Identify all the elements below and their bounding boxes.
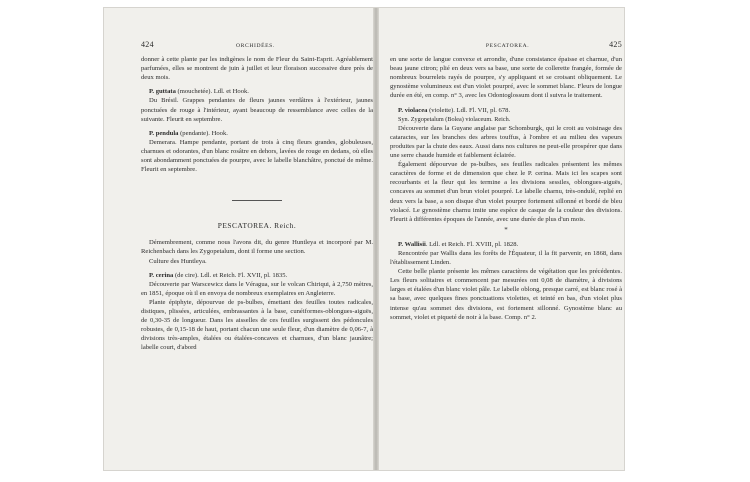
species-entry-wallisii (390, 240, 622, 322)
species-authority: (violette). Ldl. Fl. VII, pl. 678. (427, 106, 511, 114)
species-entry-violacea (390, 106, 622, 224)
species-authority: (pendante). Hook. (178, 129, 228, 137)
running-title-right: PESCATOREA. (485, 43, 530, 49)
running-title-left: ORCHIDÉES. (236, 43, 275, 49)
species-entry-pendula (141, 129, 373, 174)
species-description: Plante épiphyte, dépourvue de ps-bulbes, émettant des feuilles toutes radicales, distiques, plissées, articulées, embrassantes à la base, cunéiformes-oblongues-aiguës, de 0,30-35 de longueur. Dans les aisselles de ces feuilles surgissent des pédoncules robustes, de 0,15-18 de haut, portant chacun une seule fleur, d'un diamètre de 0,06-7, à divisions très-amples, étalées ou étalées-concaves et charnues, d'un blanc jaunâtre; labelle court, d'abord (141, 298, 373, 352)
asterisk-mark: * (504, 225, 508, 234)
left-page (141, 40, 373, 352)
right-page (390, 40, 622, 322)
species-synonym: Syn. Zygopetalum (Bolea) violaceum. Reich. (398, 115, 511, 123)
continued-paragraph-left: donner à cette plante par les indigènes le nom de Fleur du Saint-Esprit. Agréablement parfumées, elles se montrent de juin à juillet et leur floraison successive dure près de deux mois. (141, 56, 373, 82)
page-number-left: 424 (141, 40, 154, 49)
section-divider (232, 200, 282, 201)
species-description: Découverte dans la Guyane anglaise par Schomburgk, qui le croit au voisinage des cataractes, sur les branches des arbres touffus, à l'ombre et au milieu des vapeurs produites par la chute des eaux. Aussi dans nos cultures ne peut-elle prospérer que dans une serre chaude humide et faiblement éclairée. (390, 124, 622, 160)
species-name: P. violacea (398, 106, 428, 114)
species-entry-guttata (141, 87, 373, 123)
genus-description: Démembrement, comme nous l'avons dit, du genre Huntleya et incorporé par M. Reichenbach dans les Zygopetalum, dont il forme une section. (141, 239, 373, 256)
species-description: Rencontrée par Wallis dans les forêts de l'Équateur, il la fit parvenir, en 1868, dans l'établissement Linden. (390, 249, 622, 267)
species-name: P. Wallisii (398, 240, 426, 248)
species-authority: (de cire). Ldl. et Reich. Fl. XVII, pl. 1835. (173, 271, 288, 279)
species-description: Du Brésil. Grappes pendantes de fleurs jaunes verdâtres à l'extérieur, jaunes ponctuées de rouge à l'intérieur, ayant beaucoup de ressemblance avec celles de la suivante. Fleurit en septembre. (141, 97, 373, 123)
running-head-left (141, 40, 373, 51)
species-authority: (mouchetée). Ldl. et Hook. (175, 88, 249, 96)
species-entry-cerina (141, 271, 373, 353)
species-name: P. guttata (149, 88, 176, 96)
species-description: Découverte par Warscewicz dans le Véragua, sur le volcan Chiriqui, à 2,750 mètres, en 1851, époque où il en envoya de nombreux exemplaires en Angleterre. (141, 280, 373, 297)
species-authority: . Ldl. et Reich. Fl. XVIII, pl. 1828. (425, 240, 519, 248)
running-head-right (390, 40, 622, 51)
species-description: Également dépourvue de ps-bulbes, ses feuilles radicales présentent les mêmes caractères de forme et de dimension que chez le P. cerina. Mais ici les scapes sont recourbants et la fleur qui les termine a les divisions sessiles, oblongues-aiguës, concaves au sommet d'un brun violet pourpré. Le labelle charnu, très-ondulé, replié en deux vers la base, a son disque d'un violet pourpre fortement sillonné et bordé de bleu violacé. Le gynostème charnu imite une espèce de casque de la couleur des divisions. Fleurit à différentes époques de l'année, avec une durée de plus d'un mois. (390, 161, 622, 223)
page-number-right: 425 (609, 40, 622, 49)
species-name: P. cerina (149, 271, 174, 279)
species-description: Demerara. Hampe pendante, portant de trois à cinq fleurs grandes, globuleuses, charnues et odorantes, d'un blanc rosâtre en dehors, lavées de rouge en dedans, où elles sont abondamment ponctuées de pourpre, avec le labelle blanchâtre, ponctué de même. Fleurit en septembre. (141, 138, 373, 174)
book-spread (104, 8, 624, 470)
species-name: P. pendula (149, 129, 179, 137)
species-description: Cette belle plante présente les mêmes caractères de végétation que les précédentes. Les fleurs solitaires et commencent par mesurées ont 0,08 de diamètre, à divisions larges et étalées d'un blanc violet pâle. Le labelle oblong, presque carré, est blanc rosé à sa base, avec quelques fines ponctuations violettes, et teinté en bas, d'un violet plus intense qu'au sommet des divisions, est fortement sillonné. Gynostème blanc au sommet, violet et piqueté de noir à la base. Comp. n° 2. (390, 268, 622, 321)
book-gutter (373, 8, 379, 470)
continued-paragraph-right: en une sorte de langue convexe et arrondie, d'une consistance épaisse et charnue, d'un beau jaune citron; plié en deux vers sa base, une sorte de collerette frangée, formée de nombreux bourrelets rayés de pourpre, s'y appliquant et se croisant obliquement. Le gynostème volumineux est d'un violet pourpré, avec le sommet blanc. Fleurs de longue durée en été, en comp. n° 3, avec les Odontoglossum dont il suivra le traitement. (390, 56, 622, 100)
genus-culture: Culture des Huntleya. (149, 257, 207, 265)
genus-heading: PESCATOREA. Reich. (217, 221, 297, 231)
